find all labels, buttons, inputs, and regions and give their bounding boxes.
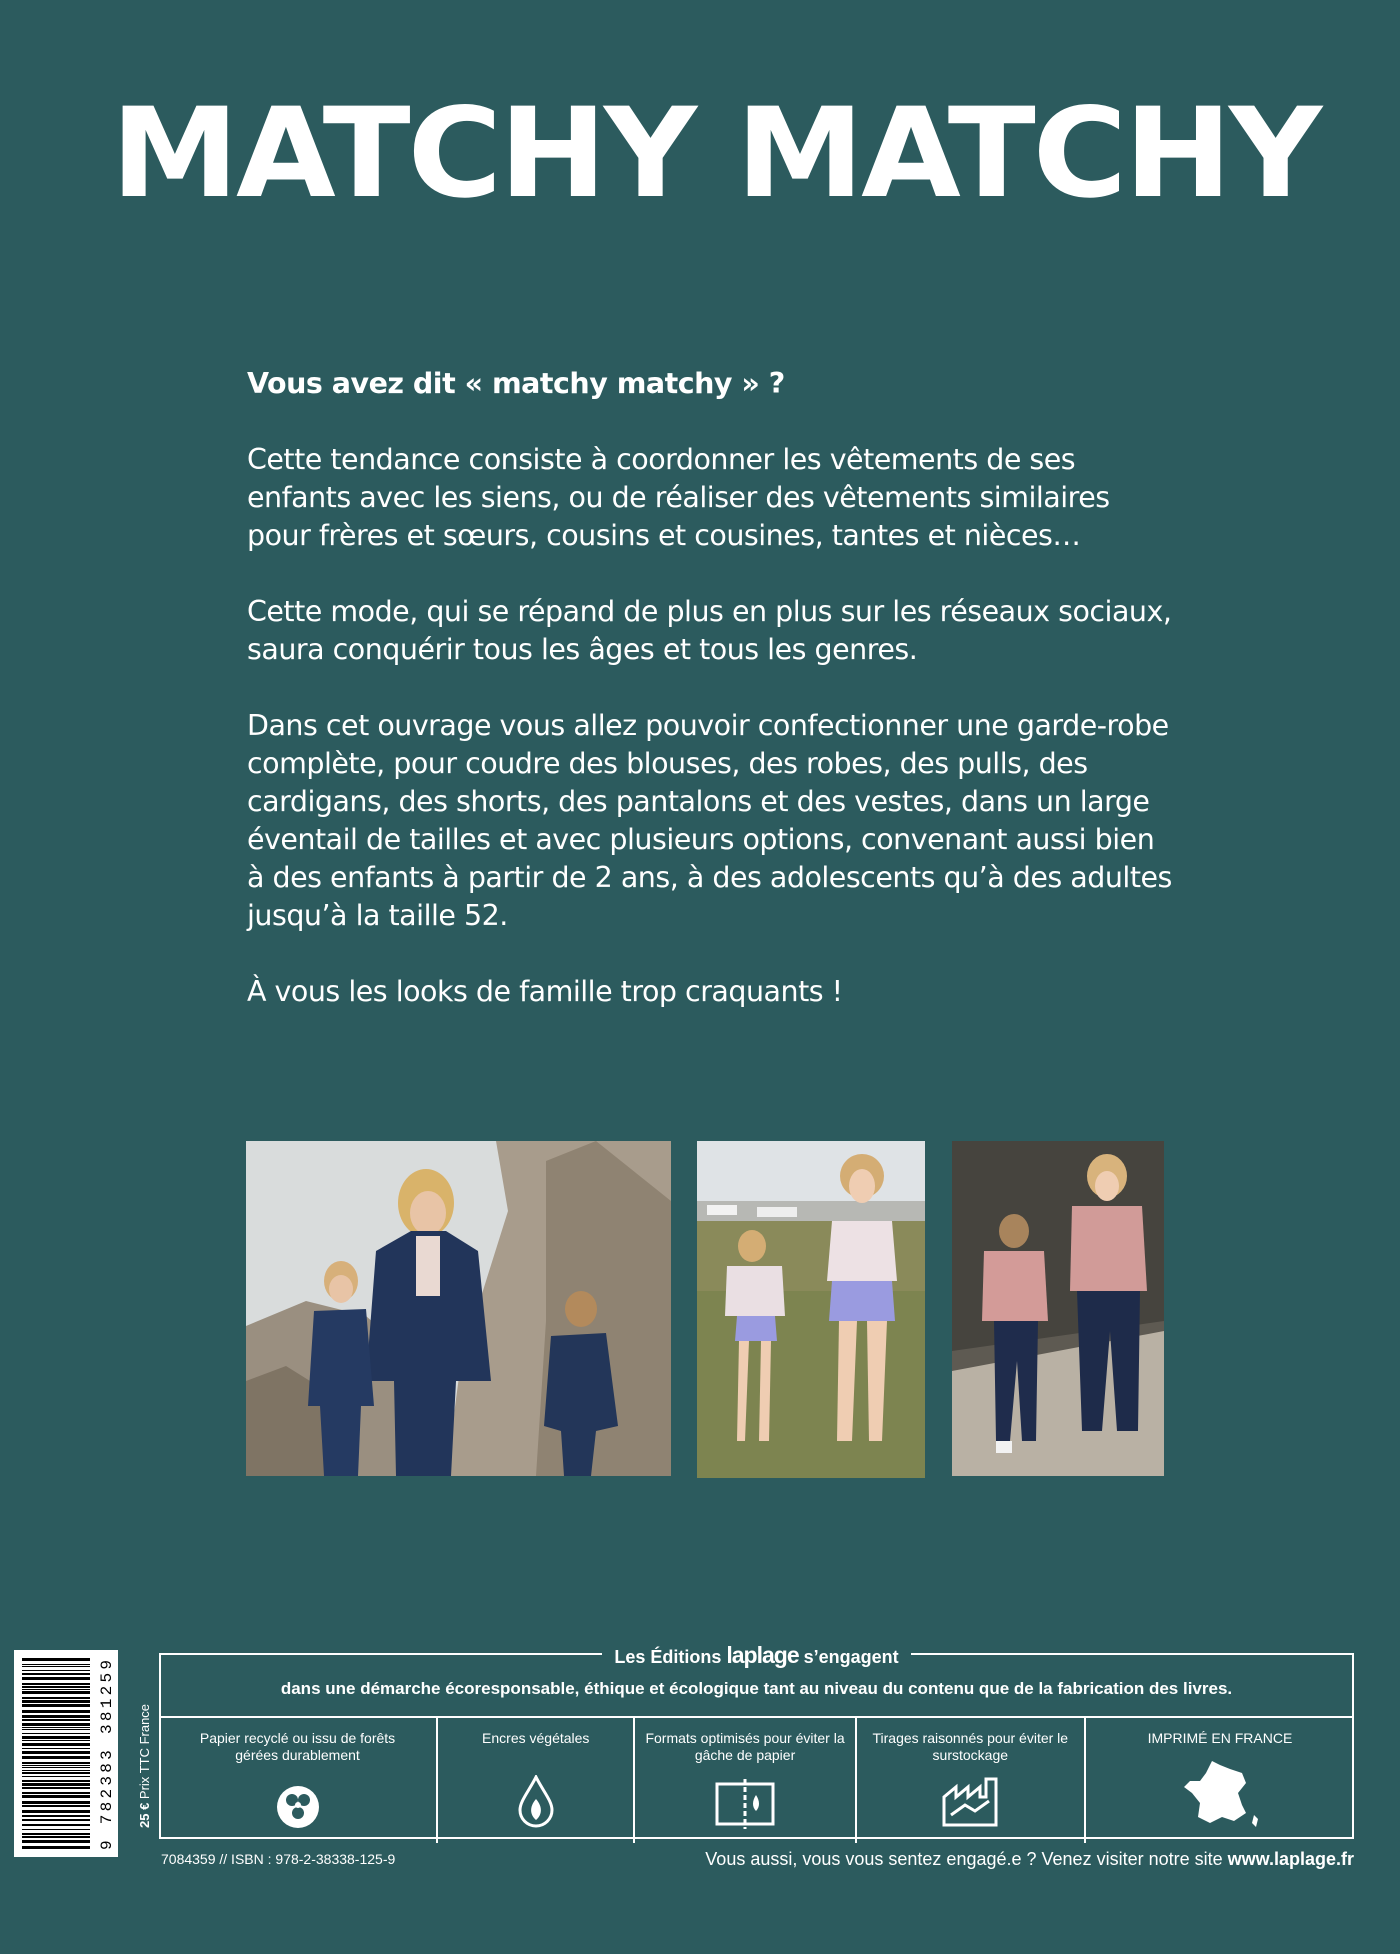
- barcode-bar: [22, 1751, 90, 1754]
- barcode-bar: [22, 1792, 90, 1794]
- barcode-bar: [22, 1677, 90, 1680]
- publisher-logo: laplage: [726, 1642, 799, 1668]
- blurb-paragraph: Cette tendance consiste à coordonner les vêtements de ses enfants avec les siens, ou de réaliser des vêtements similaires pour frères et sœurs, cousins et cousines, tantes et nièces…: [247, 443, 1110, 552]
- eco-cell-format: Formats optimisés pour éviter la gâche de papier: [635, 1718, 856, 1843]
- barcode-bar: [22, 1756, 90, 1759]
- barcode-bar: [22, 1795, 90, 1798]
- barcode-bar: [22, 1810, 90, 1813]
- eco-commitment-box: [159, 1642, 1354, 1839]
- barcode-bar: [22, 1697, 90, 1699]
- eco-criteria-row: [159, 1716, 1354, 1843]
- barcode-bar: [22, 1772, 90, 1774]
- eco-subheading: dans une démarche écoresponsable, éthique et écologique tant au niveau du contenu que de la fabrication des livres.: [280, 1679, 1233, 1698]
- barcode-bar: [22, 1815, 90, 1817]
- barcode-bar: [22, 1689, 90, 1690]
- barcode-bar: [22, 1664, 90, 1665]
- barcode-bar: [22, 1686, 90, 1688]
- mother-daughter-field-photo: [697, 1141, 925, 1478]
- barcode-bar: [22, 1829, 90, 1830]
- barcode-bar: [22, 1670, 90, 1671]
- barcode-bar: [22, 1736, 90, 1739]
- barcode-bar: [22, 1743, 90, 1746]
- barcode-bar: [22, 1704, 90, 1707]
- barcode-bar: [22, 1840, 90, 1843]
- blurb-paragraph: Cette mode, qui se répand de plus en plus sur les réseaux sociaux, saura conquérir tous les âges et tous les genres.: [247, 595, 1172, 666]
- isbn-text: 7084359 // ISBN : 978-2-38338-125-9: [161, 1851, 396, 1867]
- eco-cell-made-in-france: IMPRIMÉ EN FRANCE: [1086, 1718, 1354, 1843]
- barcode-bar: [22, 1819, 90, 1821]
- book-title: MATCHY MATCHY: [110, 82, 1320, 226]
- eco-cell-print-runs: Tirages raisonnés pour éviter le surstockage: [857, 1718, 1086, 1843]
- barcode-bar: [22, 1836, 90, 1838]
- factory-icon: [941, 1775, 999, 1829]
- eco-cell-paper: Papier recyclé ou issu de forêts gérées durablement: [159, 1718, 438, 1843]
- visit-website-text: Vous aussi, vous vous sentez engagé.e ? Venez visiter notre site www.laplage.fr: [705, 1849, 1354, 1869]
- blurb-lead: Vous avez dit « matchy matchy » ?: [247, 367, 785, 400]
- barcode-bar: [22, 1780, 90, 1782]
- barcode-bar: [22, 1691, 90, 1694]
- barcode-bar: [22, 1770, 90, 1771]
- barcode-bar: [22, 1805, 90, 1807]
- barcode-bar: [22, 1729, 90, 1730]
- family-denim-photo: [246, 1141, 671, 1476]
- back-cover-blurb: [247, 365, 1177, 1049]
- eco-heading: Les Éditions laplage s’engagent: [161, 1642, 1352, 1669]
- price-label: 25 € Prix TTC France: [137, 1703, 152, 1828]
- barcode-bar: [22, 1776, 90, 1777]
- barcode-bar: [22, 1787, 90, 1789]
- barcode-digits: 9 782383 381259: [98, 1660, 116, 1850]
- barcode-bar: [22, 1824, 90, 1826]
- website-link[interactable]: www.laplage.fr: [1227, 1849, 1354, 1869]
- blurb-paragraph: Dans cet ouvrage vous allez pouvoir confectionner une garde-robe complète, pour coudre des blouses, des robes, des pulls, des cardigans, des shorts, des pantalons et des vestes, dans un large éventail de tailles et avec plusieurs options, convenant aussi bien à des enfants à partir de 2 ans, à des adolescents qu’à des adultes jusqu’à la taille 52.: [247, 709, 1172, 932]
- barcode-bar: [22, 1666, 90, 1667]
- barcode-bar: [22, 1673, 90, 1675]
- barcode-bar: [22, 1719, 90, 1721]
- france-map-icon: [1180, 1759, 1260, 1829]
- barcode-bar: [22, 1733, 90, 1734]
- barcode-bar: [22, 1683, 90, 1685]
- barcode-bar: [22, 1783, 90, 1786]
- barcode-bar: [22, 1846, 90, 1849]
- recycle-icon: [276, 1785, 320, 1829]
- barcode-bar: [22, 1700, 90, 1703]
- barcode-bar: [22, 1765, 90, 1766]
- eco-cell-ink: Encres végétales: [438, 1718, 635, 1843]
- barcode-bar: [22, 1658, 90, 1661]
- barcode-bar: [22, 1748, 90, 1749]
- blurb-paragraph: À vous les looks de famille trop craquants !: [247, 975, 843, 1008]
- barcode-bar: [22, 1727, 90, 1728]
- barcode-bar: [22, 1715, 90, 1718]
- mother-daughter-rocks-photo: [952, 1141, 1164, 1476]
- barcode-bar: [22, 1801, 90, 1804]
- isbn-barcode: [14, 1650, 118, 1857]
- barcode-bar: [22, 1833, 90, 1835]
- barcode-bar: [22, 1762, 90, 1764]
- barcode-bar: [22, 1740, 90, 1741]
- barcode-bar: [22, 1710, 90, 1713]
- ink-drop-icon: [517, 1775, 555, 1829]
- barcode-bar: [22, 1723, 90, 1726]
- barcode-bar: [22, 1767, 90, 1768]
- paper-format-icon: [714, 1779, 776, 1829]
